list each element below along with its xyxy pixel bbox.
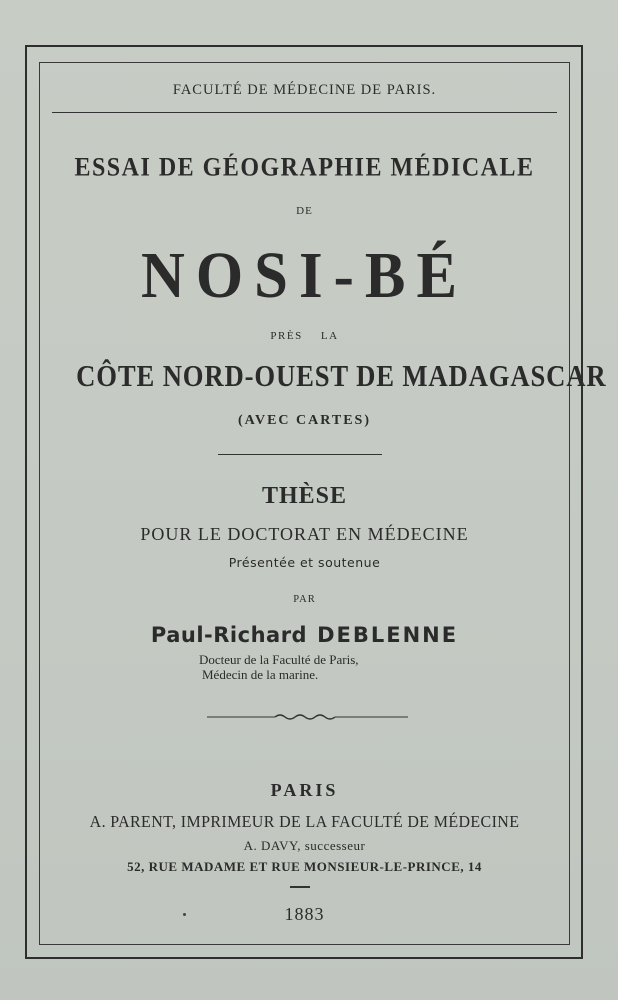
title-main-nosi-be: NOSI-BÉ <box>140 239 468 312</box>
imprint-city: PARIS <box>270 780 339 800</box>
ornament-divider <box>205 709 410 725</box>
title-line-essai: ESSAI DE GÉOGRAPHIE MÉDICALE <box>74 153 535 182</box>
title-line-pres: PRÈS LA <box>270 330 339 342</box>
author-credential-1: Docteur de la Faculté de Paris, <box>199 652 359 667</box>
doctorat-line: POUR LE DOCTORAT EN MÉDECINE <box>140 524 469 544</box>
imprint-year: 1883 <box>284 904 325 924</box>
header-rule <box>52 112 557 113</box>
par-line: PAR <box>293 594 316 605</box>
faculty-header: FACULTÉ DE MÉDECINE DE PARIS. <box>172 82 437 98</box>
title-line-cote: CÔTE NORD-OUEST DE MADAGASCAR <box>76 358 607 393</box>
imprint-address: 52, RUE MADAME ET RUE MONSIEUR-LE-PRINCE, 14 <box>127 859 482 874</box>
title-rule <box>218 454 382 455</box>
author-name <box>39 623 570 647</box>
author-first-name: Paul-Richard <box>150 623 308 647</box>
title-line-de: DE <box>296 205 313 217</box>
author-credential-2: Médecin de la marine. <box>202 667 319 682</box>
these-heading: THÈSE <box>261 483 348 509</box>
title-line-avec-cartes: (AVEC CARTES) <box>238 413 371 428</box>
year-rule <box>290 886 310 888</box>
presentee-line: Présentée et soutenue <box>228 555 381 570</box>
imprint-printer: A. PARENT, IMPRIMEUR DE LA FACULTÉ DE MÉDECINE <box>89 812 520 831</box>
imprint-successor: A. DAVY, successeur <box>243 838 366 853</box>
author-surname: DEBLENNE <box>317 623 459 647</box>
